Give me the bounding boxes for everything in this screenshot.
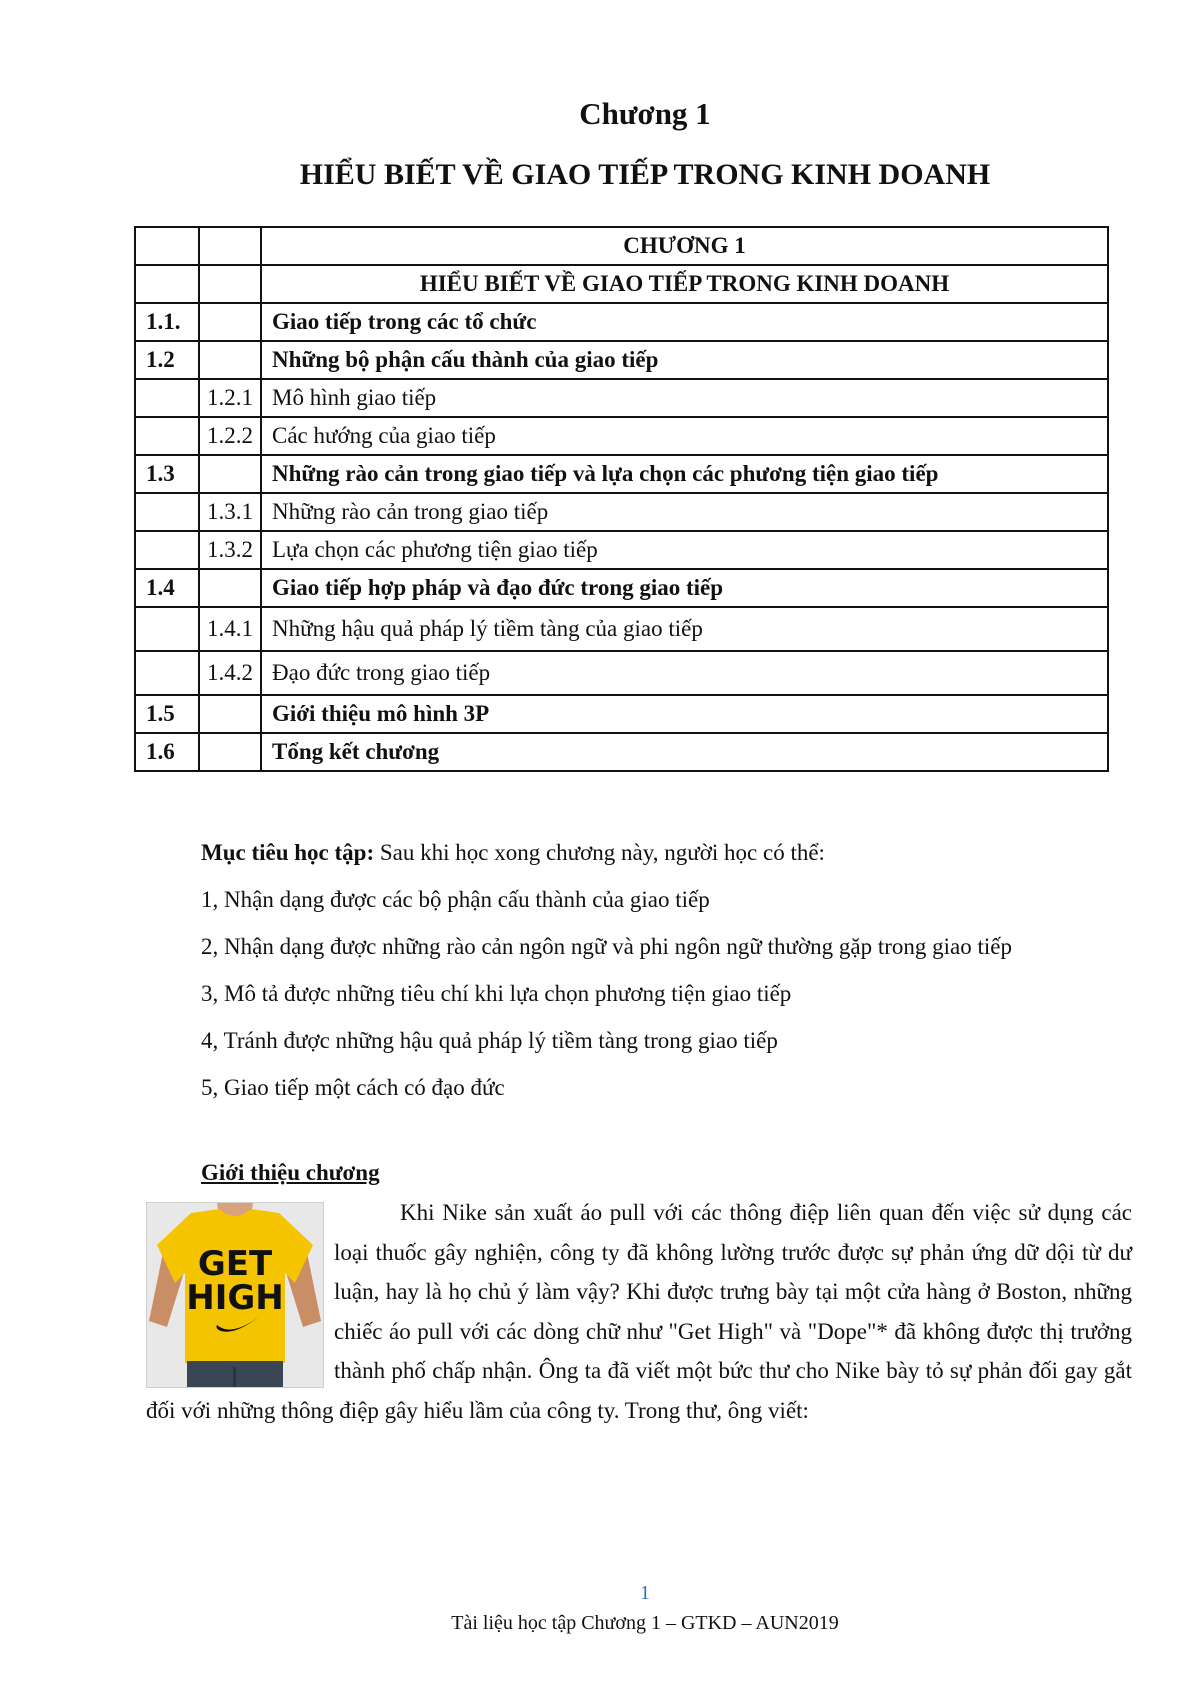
- contents-sub-cell: [199, 227, 261, 265]
- page-number: 1: [640, 1582, 650, 1604]
- contents-num-cell: [135, 379, 199, 417]
- contents-num-cell: 1.4: [135, 569, 199, 607]
- contents-sub-cell: 1.4.1: [199, 607, 261, 651]
- contents-num-cell: [135, 531, 199, 569]
- chapter-number: Chương 1: [579, 96, 711, 131]
- intro-paragraph-text: Khi Nike sản xuất áo pull với các thông điệp liên quan đến việc sử dụng các loại thuốc gây nghiện, công ty đã không lường trước được sự phản ứng dữ dội từ dư luận, hay là họ chủ ý làm vậy? Khi được trưng bày tại một cửa hàng ở Boston, những chiếc áo pull với các dòng chữ như "Get High" và "Dope"* đã không được thị trưởng thành phố chấp nhận. Ông ta đã viết một bức thư cho Nike bày tỏ sự phản đối gay gắt đối với những thông điệp gây hiểu lầm của công ty. Trong thư, ông viết:: [146, 1200, 1132, 1423]
- contents-subsection-row: [135, 379, 1108, 417]
- shirt-text-line2: HIGH: [186, 1278, 284, 1318]
- contents-title-cell: Những hậu quả pháp lý tiềm tàng của giao tiếp: [261, 607, 1108, 651]
- contents-num-cell: [135, 607, 199, 651]
- contents-sub-cell: [199, 265, 261, 303]
- contents-subsection-row: [135, 651, 1108, 695]
- objectives-intro: [201, 838, 1141, 885]
- contents-sub-cell: [199, 303, 261, 341]
- contents-num-cell: [135, 265, 199, 303]
- contents-sub-cell: [199, 695, 261, 733]
- contents-num-cell: 1.2: [135, 341, 199, 379]
- tshirt-photo: [146, 1202, 324, 1388]
- contents-num-cell: 1.1.: [135, 303, 199, 341]
- contents-sub-cell: 1.2.2: [199, 417, 261, 455]
- contents-subsection-row: [135, 417, 1108, 455]
- contents-table: [134, 226, 1109, 772]
- contents-title-cell: Các hướng của giao tiếp: [261, 417, 1108, 455]
- contents-section-row: [135, 733, 1108, 771]
- contents-heading-row: [135, 265, 1108, 303]
- contents-num-cell: 1.5: [135, 695, 199, 733]
- contents-num-cell: [135, 493, 199, 531]
- contents-num-cell: 1.6: [135, 733, 199, 771]
- learning-objectives: [201, 838, 1141, 1120]
- objectives-label: Mục tiêu học tập:: [201, 840, 375, 865]
- contents-sub-cell: 1.3.1: [199, 493, 261, 531]
- contents-section-row: [135, 695, 1108, 733]
- shirt-text-line1: GET: [197, 1244, 273, 1284]
- contents-title-cell: Những rào cản trong giao tiếp: [261, 493, 1108, 531]
- tshirt-illustration: [147, 1203, 323, 1387]
- intro-heading: Giới thiệu chương: [201, 1160, 380, 1185]
- objective-item: 5, Giao tiếp một cách có đạo đức: [201, 1075, 505, 1100]
- contents-title-cell: Giao tiếp trong các tổ chức: [261, 303, 1108, 341]
- contents-section-row: [135, 455, 1108, 493]
- contents-title-cell: Những rào cản trong giao tiếp và lựa chọn các phương tiện giao tiếp: [261, 455, 1108, 493]
- contents-sub-cell: [199, 341, 261, 379]
- contents-sub-cell: 1.2.1: [199, 379, 261, 417]
- contents-sub-cell: [199, 569, 261, 607]
- contents-sub-cell: 1.3.2: [199, 531, 261, 569]
- contents-num-cell: 1.3: [135, 455, 199, 493]
- contents-subsection-row: [135, 531, 1108, 569]
- contents-heading-row: [135, 227, 1108, 265]
- objective-item: 3, Mô tả được những tiêu chí khi lựa chọn phương tiện giao tiếp: [201, 981, 792, 1006]
- contents-heading-chapter: CHƯƠNG 1: [261, 227, 1108, 265]
- contents-section-row: [135, 303, 1108, 341]
- contents-section-row: [135, 341, 1108, 379]
- contents-sub-cell: [199, 733, 261, 771]
- objective-item: 1, Nhận dạng được các bộ phận cấu thành của giao tiếp: [201, 887, 710, 912]
- objectives-intro-text: Sau khi học xong chương này, người học có thể:: [374, 840, 825, 865]
- objective-item: 2, Nhận dạng được những rào cản ngôn ngữ và phi ngôn ngữ thường gặp trong giao tiếp: [201, 934, 1013, 959]
- contents-subsection-row: [135, 493, 1108, 531]
- contents-title-cell: Mô hình giao tiếp: [261, 379, 1108, 417]
- page-footer: Tài liệu học tập Chương 1 – GTKD – AUN2019: [451, 1612, 839, 1634]
- contents-num-cell: [135, 651, 199, 695]
- contents-sub-cell: 1.4.2: [199, 651, 261, 695]
- objective-item: 4, Tránh được những hậu quả pháp lý tiềm tàng trong giao tiếp: [201, 1028, 778, 1053]
- contents-section-row: [135, 569, 1108, 607]
- contents-num-cell: [135, 227, 199, 265]
- contents-title-cell: Những bộ phận cấu thành của giao tiếp: [261, 341, 1108, 379]
- contents-heading-title: HIỂU BIẾT VỀ GIAO TIẾP TRONG KINH DOANH: [261, 265, 1108, 303]
- contents-num-cell: [135, 417, 199, 455]
- contents-title-cell: Lựa chọn các phương tiện giao tiếp: [261, 531, 1108, 569]
- contents-title-cell: Giới thiệu mô hình 3P: [261, 695, 1108, 733]
- contents-title-cell: Đạo đức trong giao tiếp: [261, 651, 1108, 695]
- contents-title-cell: Giao tiếp hợp pháp và đạo đức trong giao tiếp: [261, 569, 1108, 607]
- contents-title-cell: Tổng kết chương: [261, 733, 1108, 771]
- contents-subsection-row: [135, 607, 1108, 651]
- chapter-title: HIỂU BIẾT VỀ GIAO TIẾP TRONG KINH DOANH: [299, 158, 991, 191]
- contents-sub-cell: [199, 455, 261, 493]
